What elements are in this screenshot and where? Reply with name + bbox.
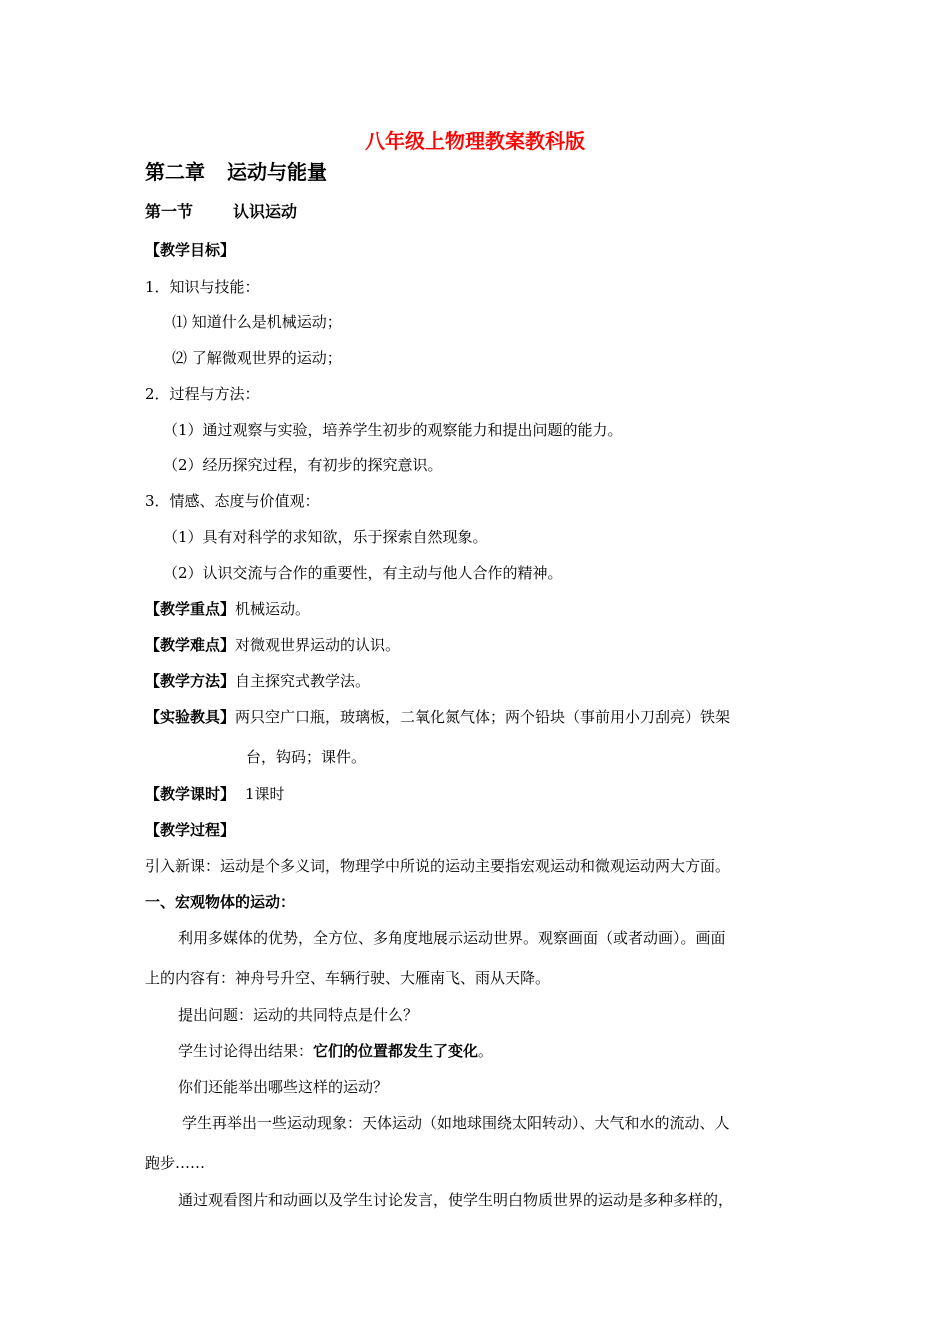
key-point-text: 机械运动。 bbox=[235, 600, 311, 618]
class-hours-label: 【教学课时】 bbox=[145, 785, 236, 803]
goal-3-item-2: （2）认识交流与合作的重要性，有主动与他人合作的精神。 bbox=[163, 564, 563, 582]
class-hours bbox=[145, 784, 285, 804]
paragraph-2: 提出问题：运动的共同特点是什么？ bbox=[178, 1006, 419, 1024]
difficulty bbox=[145, 635, 400, 655]
key-point bbox=[145, 599, 310, 619]
paragraph-3-end: 。 bbox=[478, 1042, 494, 1060]
paragraph-1-line-1: 利用多媒体的优势，全方位、多角度地展示运动世界。观察画面（或者动画）。画面 bbox=[178, 929, 726, 947]
section-heading bbox=[145, 202, 297, 222]
chapter-heading bbox=[145, 162, 327, 182]
goal-2-item-1: （1）通过观察与实验，培养学生初步的观察能力和提出问题的能力。 bbox=[163, 421, 623, 439]
method-text: 自主探究式教学法。 bbox=[235, 672, 371, 690]
paragraph-4: 你们还能举出哪些这样的运动？ bbox=[178, 1078, 389, 1096]
chapter-name: 运动与能量 bbox=[227, 160, 327, 184]
difficulty-text: 对微观世界运动的认识。 bbox=[235, 636, 401, 654]
goal-3: 3．情感、态度与价值观： bbox=[145, 492, 320, 510]
goal-2-item-2: （2）经历探究过程，有初步的探究意识。 bbox=[163, 456, 443, 474]
class-hours-text: 1课时 bbox=[245, 785, 285, 803]
paragraph-3-text: 学生讨论得出结果： bbox=[178, 1042, 314, 1060]
section-name: 认识运动 bbox=[233, 202, 298, 221]
equipment bbox=[145, 707, 730, 727]
method-label: 【教学方法】 bbox=[145, 672, 236, 690]
goal-3-item-1: （1）具有对科学的求知欲，乐于探索自然现象。 bbox=[163, 528, 488, 546]
equipment-text-1: 两只空广口瓶，玻璃板，二氧化氮气体；两个铅块（事前用小刀刮亮）铁架 bbox=[235, 708, 731, 726]
chapter-number: 第二章 bbox=[145, 160, 205, 184]
part-1-heading: 一、宏观物体的运动： bbox=[145, 893, 296, 911]
goal-1-item-1: ⑴ 知道什么是机械运动； bbox=[172, 313, 342, 331]
goal-1: 1．知识与技能： bbox=[145, 278, 260, 296]
paragraph-5-line-1: 学生再举出一些运动现象：天体运动（如地球围绕太阳转动）、大气和水的流动、人 bbox=[182, 1114, 730, 1132]
section-number: 第一节 bbox=[145, 202, 194, 221]
equipment-text-2: 台，钩码；课件。 bbox=[246, 748, 367, 766]
paragraph-3 bbox=[178, 1041, 493, 1061]
process-heading: 【教学过程】 bbox=[145, 821, 236, 839]
paragraph-1-line-2: 上的内容有：神舟号升空、车辆行驶、大雁南飞、雨从天降。 bbox=[145, 969, 551, 987]
goal-1-item-2: ⑵ 了解微观世界的运动； bbox=[172, 349, 342, 367]
equipment-label: 【实验教具】 bbox=[145, 708, 236, 726]
key-point-label: 【教学重点】 bbox=[145, 600, 236, 618]
goals-heading: 【教学目标】 bbox=[145, 241, 236, 259]
goal-2: 2．过程与方法： bbox=[145, 385, 260, 403]
paragraph-6: 通过观看图片和动画以及学生讨论发言，使学生明白物质世界的运动是多种多样的， bbox=[178, 1191, 734, 1209]
method bbox=[145, 671, 370, 691]
paragraph-3-bold: 它们的位置都发生了变化 bbox=[313, 1042, 479, 1060]
difficulty-label: 【教学难点】 bbox=[145, 636, 236, 654]
intro-paragraph: 引入新课：运动是个多义词，物理学中所说的运动主要指宏观运动和微观运动两大方面。 bbox=[145, 857, 731, 875]
document-title: 八年级上物理教案教科版 bbox=[365, 129, 585, 153]
paragraph-5-line-2: 跑步…… bbox=[145, 1154, 206, 1172]
